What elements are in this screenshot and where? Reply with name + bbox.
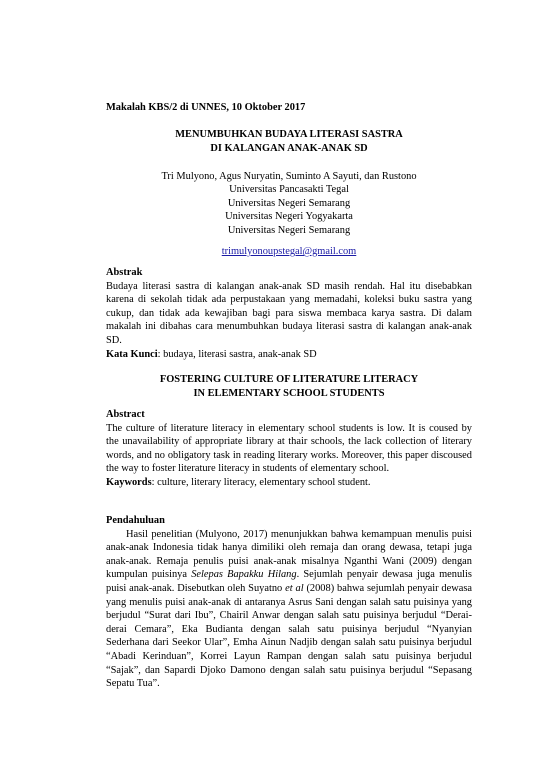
abstract-body: The culture of literature literacy in elementary school students is low. It is coused by the unavailability of appropriate library at thair schools, the lack collection of literary words, and no obligatory task in reading literary works. Moreover, this paper discoused the way to foster literature literacy in students of elementary school. <box>106 422 472 475</box>
abstract-keywords <box>106 476 472 490</box>
title-en-line-1: FOSTERING CULTURE OF LITERATURE LITERACY <box>159 374 419 385</box>
affiliation-2: Universitas Negeri Semarang <box>227 197 351 209</box>
email-link[interactable]: trimulyonoupstegal@gmail.com <box>221 246 357 257</box>
abstract-keywords-label: Kaywords <box>106 476 152 488</box>
pendahuluan-heading: Pendahuluan <box>106 515 165 526</box>
abstrak-keywords <box>106 348 472 362</box>
affiliations <box>106 183 472 237</box>
paragraph-part-3: (2008) bahwa sejumlah penyair dewasa yang menulis puisi anak-anak di antaranya Asrus Sani dengan salah satu puisinya yang berjudul “Surat dari Ibu”, Chairil Anwar dengan salah satu puisinya berjudul “Derai-derai Cemara”, Eka Budianta dengan salah satu puisinya berjudul “Nyanyian Sederhana dari Seekor Ular”, Emha Ainun Nadjib dengan salah satu puisinya berjudul “Abadi Kerinduan”, Korrei Layun Rampan dengan salah satu puisinya berjudul “Sajak”, dan Sapardi Djoko Damono dengan salah satu puisinya berjudul “Sepasang Sepatu Tua”. <box>106 582 472 690</box>
book-title: Selepas Bapakku Hilang <box>191 569 297 581</box>
conference-header: Makalah KBS/2 di UNNES, 10 Oktober 2017 <box>106 102 306 113</box>
paragraph-part-2: . Sejumlah penyair dewasa juga menulis puisi anak-anak. Disebutkan oleh Suyatno <box>106 569 472 594</box>
abstrak-body: Budaya literasi sastra di kalangan anak-anak SD masih rendah. Hal itu disebabkan karena di sekolah tidak ada perpustakaan yang memadahi, koleksi buku sastra yang cukup, dan tidak ada kewajiban bagi para siswa membaca karya sastra. Di dalam makalah ini dibahas cara menumbuhkan budaya literasi sastra di kalangan anak-anak SD. <box>106 280 472 346</box>
abstract-section <box>106 408 472 490</box>
title-english <box>106 373 472 400</box>
abstrak-heading: Abstrak <box>106 267 143 278</box>
pendahuluan-section <box>106 514 472 691</box>
abstrak-keywords-text: : budaya, literasi sastra, anak-anak SD <box>157 348 317 360</box>
pendahuluan-paragraph <box>106 528 472 691</box>
abstrak-keywords-label: Kata Kunci <box>106 348 158 360</box>
abstract-heading: Abstract <box>106 409 145 420</box>
abstract-keywords-text: : culture, literary literacy, elementary school student. <box>151 476 371 488</box>
title-indonesian <box>106 128 472 155</box>
affiliation-4: Universitas Negeri Semarang <box>227 224 351 236</box>
affiliation-1: Universitas Pancasakti Tegal <box>229 184 349 195</box>
authors: Tri Mulyono, Agus Nuryatin, Suminto A Sayuti, dan Rustono <box>161 171 417 182</box>
et-al: et al <box>285 582 304 594</box>
affiliation-3: Universitas Negeri Yogyakarta <box>225 211 353 223</box>
abstrak-section <box>106 266 472 361</box>
title-line-2: DI KALANGAN ANAK-ANAK SD <box>210 142 368 154</box>
title-en-line-2: IN ELEMENTARY SCHOOL STUDENTS <box>193 387 385 399</box>
paragraph-part-1: Hasil penelitian (Mulyono, 2017) menunjukkan bahwa kemampuan menulis puisi anak-anak Indonesia tidak hanya dimiliki oleh remaja dan orang dewasa, tetapi juga anak-anak. Remaja penulis puisi anak-anak misalnya Nganthi Wani (2009) dengan kumpulan puisinya <box>106 528 472 581</box>
title-line-1: MENUMBUHKAN BUDAYA LITERASI SASTRA <box>175 129 403 140</box>
email-row <box>106 245 472 259</box>
